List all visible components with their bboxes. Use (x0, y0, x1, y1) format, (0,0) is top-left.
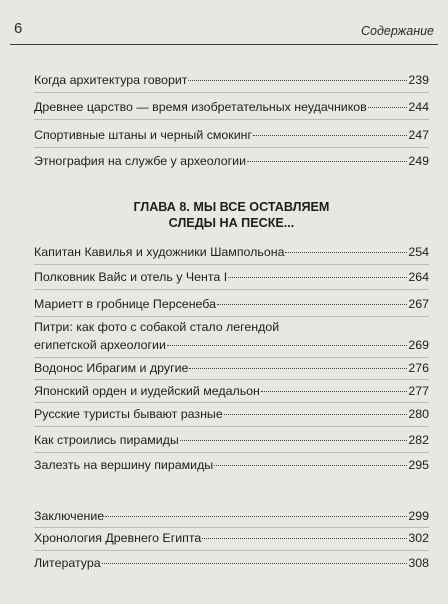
entry-divider (34, 379, 429, 380)
toc-entry-title: Спортивные штаны и черный смокинг (34, 128, 253, 142)
running-title: Содержание (361, 24, 434, 38)
toc-entry[interactable] (34, 433, 429, 448)
toc-entry-title: Водонос Ибрагим и другие (34, 361, 189, 375)
toc-entry-page: 295 (408, 458, 429, 472)
toc-entry-title: Заключение (34, 509, 105, 523)
toc-entry-title: Капитан Кавилья и художники Шампольона (34, 245, 285, 259)
toc-entry[interactable] (34, 154, 429, 169)
toc-entry[interactable] (34, 531, 429, 546)
toc-entry-title: Хронология Древнего Египта (34, 531, 202, 545)
toc-entry-page: 247 (408, 128, 429, 142)
toc-entry-page: 282 (408, 433, 429, 447)
entry-divider (34, 264, 429, 265)
leader-dots (180, 440, 408, 441)
leader-dots (217, 304, 407, 305)
leader-dots (285, 252, 407, 253)
leader-dots (167, 345, 407, 346)
entry-divider (34, 527, 429, 528)
leader-dots (261, 391, 407, 392)
toc-entry-page: 269 (408, 337, 429, 352)
toc-entry-title: египетской археологии (34, 337, 166, 352)
toc-entry[interactable] (34, 458, 429, 473)
entry-divider (34, 426, 429, 427)
toc-entry-title: Мариетт в гробнице Персенеба (34, 297, 216, 311)
toc-entry-page: 280 (408, 407, 429, 421)
toc-entry[interactable] (34, 297, 429, 312)
leader-dots (224, 414, 408, 415)
toc-entry[interactable] (34, 320, 429, 352)
toc-entry-title: Полковник Вайс и отель у Чента I (34, 270, 228, 284)
toc-entry[interactable] (34, 407, 429, 422)
leader-dots (102, 563, 408, 564)
toc-entry-page: 267 (408, 297, 429, 311)
entry-divider (34, 316, 429, 317)
toc-entry-page: 277 (408, 384, 429, 398)
toc-entry-page: 276 (408, 361, 429, 375)
toc-entry-page: 249 (408, 154, 429, 168)
toc-entry-title: Когда архитектура говорит (34, 73, 188, 87)
leader-dots (105, 516, 407, 517)
page-header (0, 0, 448, 44)
entry-divider (34, 92, 429, 93)
toc-entry-page: 299 (408, 509, 429, 523)
toc-entry[interactable] (34, 361, 429, 376)
leader-dots (188, 80, 407, 81)
page-number: 6 (14, 20, 23, 37)
toc-entry-page: 264 (408, 270, 429, 284)
entry-divider (34, 452, 429, 453)
toc-entry-title: Древнее царство — время изобретательных неудачников (34, 100, 367, 114)
leader-dots (368, 107, 408, 108)
chapter-heading-line1: ГЛАВА 8. МЫ ВСЕ ОСТАВЛЯЕМ (133, 200, 330, 214)
toc-entry-title: Литература (34, 556, 101, 570)
toc-entry-page: 244 (408, 100, 429, 114)
chapter-heading (34, 199, 429, 231)
toc-entry-page: 302 (408, 531, 429, 545)
toc-entry-title-line1: Питри: как фото с собакой стало легендой (34, 320, 280, 334)
entry-divider (34, 550, 429, 551)
toc-entry-title: Залезть на вершину пирамиды (34, 458, 214, 472)
toc-entry-page: 239 (408, 73, 429, 87)
toc-entry[interactable] (34, 384, 429, 399)
toc-entry-title: Японский орден и иудейский медальон (34, 384, 260, 398)
toc-entry[interactable] (34, 100, 429, 115)
header-rule (10, 44, 438, 45)
toc-entry-title: Как строились пирамиды (34, 433, 179, 447)
entry-divider (34, 147, 429, 148)
toc-entry-title: Русские туристы бывают разные (34, 407, 223, 421)
toc-entry[interactable] (34, 509, 429, 524)
toc-entry[interactable] (34, 556, 429, 571)
toc-entry-page: 308 (408, 556, 429, 570)
entry-divider (34, 289, 429, 290)
toc-entry-title: Этнография на службе у археологии (34, 154, 247, 168)
leader-dots (214, 465, 407, 466)
leader-dots (228, 277, 407, 278)
leader-dots (202, 538, 407, 539)
chapter-heading-line2: СЛЕДЫ НА ПЕСКЕ... (168, 216, 295, 230)
leader-dots (247, 161, 407, 162)
entry-divider (34, 119, 429, 120)
toc-entry[interactable] (34, 128, 429, 143)
toc-entry[interactable] (34, 245, 429, 260)
leader-dots (189, 368, 407, 369)
leader-dots (253, 135, 407, 136)
toc-entry[interactable] (34, 270, 429, 285)
entry-divider (34, 402, 429, 403)
toc-entry[interactable] (34, 73, 429, 88)
entry-divider (34, 357, 429, 358)
toc-entry-page: 254 (408, 245, 429, 259)
